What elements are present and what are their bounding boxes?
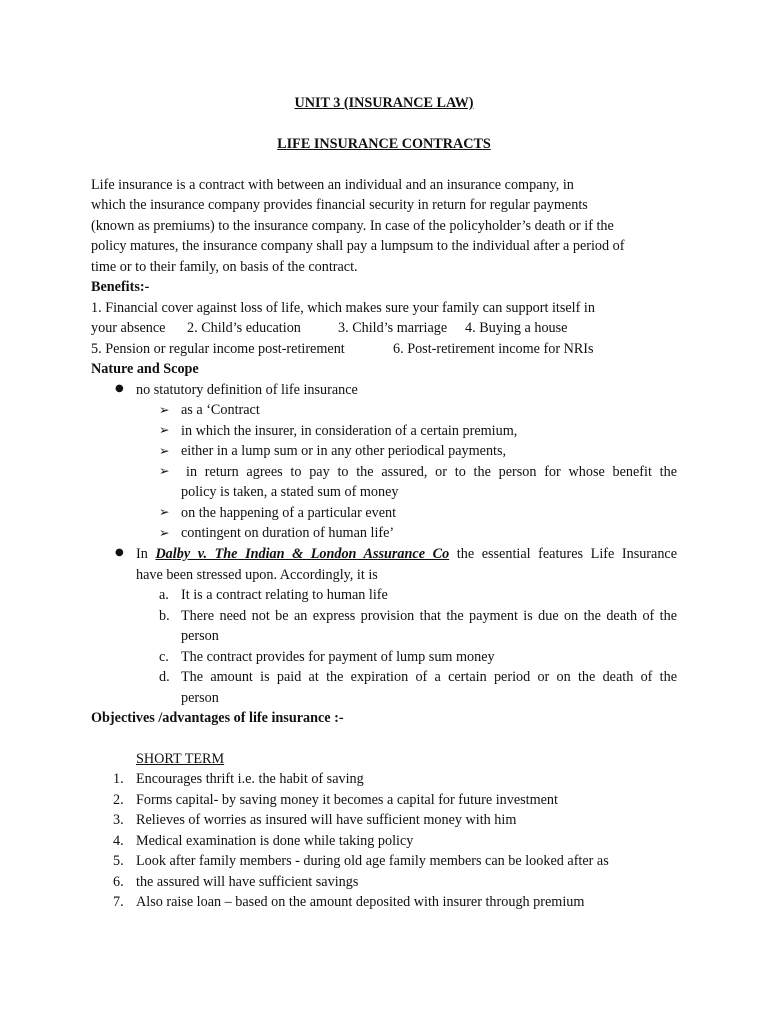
benefit-item: 5. Pension or regular income post-retirement bbox=[91, 341, 345, 357]
short-term-heading: SHORT TERM bbox=[136, 751, 225, 767]
list-number: 4. bbox=[113, 833, 124, 849]
benefit-item: 2. Child’s education bbox=[187, 320, 301, 336]
case-rest: the essential features Life Insurance bbox=[456, 546, 678, 562]
bullet-text: no statutory definition of life insurance bbox=[136, 382, 358, 398]
letter-item: It is a contract relating to human life bbox=[181, 587, 388, 603]
benefit-item: 6. Post-retirement income for NRIs bbox=[393, 341, 594, 357]
bullet-icon: ● bbox=[115, 383, 124, 394]
letter-marker: c. bbox=[159, 649, 169, 665]
list-number: 2. bbox=[113, 792, 124, 808]
intro-line: which the insurance company provides financial security in return for regular payments bbox=[91, 197, 588, 213]
arrow-bullet-icon: ➢ bbox=[159, 525, 170, 540]
benefit-item: your absence bbox=[91, 320, 166, 336]
list-number: 1. bbox=[113, 771, 124, 787]
arrow-item: on the happening of a particular event bbox=[181, 505, 397, 521]
letter-marker: d. bbox=[159, 669, 170, 685]
letter-marker: a. bbox=[159, 587, 169, 603]
arrow-item: either in a lump sum or in any other periodical payments, bbox=[181, 443, 507, 459]
letter-item-continuation: person bbox=[181, 690, 219, 706]
arrow-bullet-icon: ➢ bbox=[159, 443, 170, 458]
case-prefix: In bbox=[136, 546, 148, 562]
list-number: 7. bbox=[113, 894, 124, 910]
list-number: 6. bbox=[113, 874, 124, 890]
letter-item: The amount is paid at the expiration of a certain period or on the death of the bbox=[181, 669, 677, 685]
intro-line: policy matures, the insurance company shall pay a lumpsum to the individual after a period of bbox=[91, 238, 625, 254]
case-name: Dalby v. The Indian & London Assurance Co bbox=[155, 546, 450, 562]
arrow-item: in which the insurer, in consideration of a certain premium, bbox=[181, 423, 518, 439]
case-line bbox=[136, 547, 677, 561]
arrow-item-continuation: policy is taken, a stated sum of money bbox=[181, 484, 399, 500]
list-item: Forms capital- by saving money it becomes a capital for future investment bbox=[136, 792, 558, 808]
list-item: Also raise loan – based on the amount deposited with insurer through premium bbox=[136, 894, 585, 910]
arrow-item: in return agrees to pay to the assured, or to the person for whose benefit the bbox=[186, 464, 677, 480]
list-item: Relieves of worries as insured will have sufficient money with him bbox=[136, 812, 517, 828]
objectives-heading: Objectives /advantages of life insurance :- bbox=[91, 710, 344, 726]
benefits-heading: Benefits:- bbox=[91, 279, 150, 295]
section-title: LIFE INSURANCE CONTRACTS bbox=[277, 136, 491, 152]
list-item: the assured will have sufficient savings bbox=[136, 874, 359, 890]
list-item: Encourages thrift i.e. the habit of saving bbox=[136, 771, 364, 787]
list-number: 3. bbox=[113, 812, 124, 828]
intro-line: (known as premiums) to the insurance company. In case of the policyholder’s death or if the bbox=[91, 218, 614, 234]
letter-marker: b. bbox=[159, 608, 170, 624]
arrow-bullet-icon: ➢ bbox=[159, 422, 170, 437]
case-line-2: have been stressed upon. Accordingly, it is bbox=[136, 567, 378, 583]
unit-title: UNIT 3 (INSURANCE LAW) bbox=[294, 95, 474, 111]
benefit-item: 3. Child’s marriage bbox=[338, 320, 448, 336]
letter-item-continuation: person bbox=[181, 628, 219, 644]
bullet-icon: ● bbox=[115, 547, 124, 558]
letter-item: There need not be an express provision that the payment is due on the death of the bbox=[181, 608, 677, 624]
arrow-bullet-icon: ➢ bbox=[159, 463, 170, 478]
intro-line: time or to their family, on basis of the contract. bbox=[91, 259, 358, 275]
arrow-item: contingent on duration of human life’ bbox=[181, 525, 395, 541]
list-item: Medical examination is done while taking policy bbox=[136, 833, 414, 849]
benefit-line: 1. Financial cover against loss of life, which makes sure your family can support itself in bbox=[91, 300, 595, 316]
arrow-bullet-icon: ➢ bbox=[159, 402, 170, 417]
list-number: 5. bbox=[113, 853, 124, 869]
arrow-item: as a ‘Contract bbox=[181, 402, 260, 418]
benefit-item: 4. Buying a house bbox=[465, 320, 568, 336]
list-item: Look after family members - during old age family members can be looked after as bbox=[136, 853, 609, 869]
arrow-bullet-icon: ➢ bbox=[159, 504, 170, 519]
nature-heading: Nature and Scope bbox=[91, 361, 199, 377]
letter-item: The contract provides for payment of lump sum money bbox=[181, 649, 495, 665]
intro-line: Life insurance is a contract with between an individual and an insurance company, in bbox=[91, 177, 574, 193]
